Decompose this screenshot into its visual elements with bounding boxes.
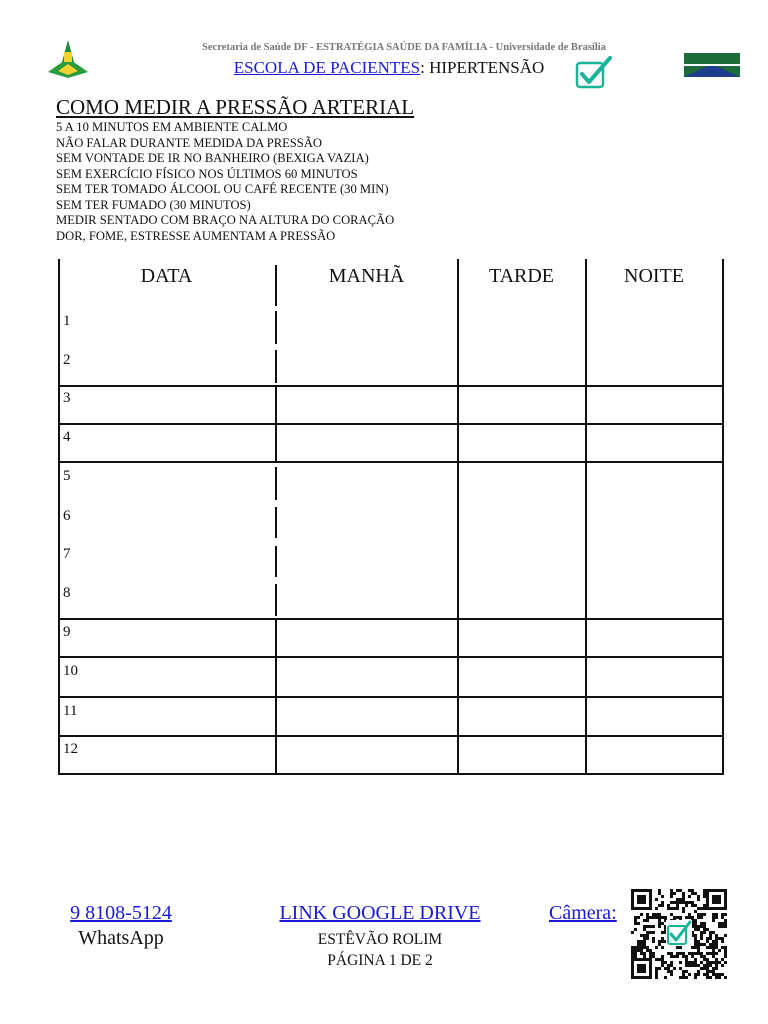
row-number: 7 xyxy=(63,546,71,562)
school-link[interactable]: ESCOLA DE PACIENTES xyxy=(233,58,421,77)
page-title: COMO MEDIR A PRESSÃO ARTERIAL xyxy=(56,95,415,119)
qr-code[interactable] xyxy=(630,888,728,980)
row-number: 6 xyxy=(63,508,71,524)
instruction-item: NÃO FALAR DURANTE MEDIDA DA PRESSÃO xyxy=(56,135,323,150)
row-number: 5 xyxy=(63,468,71,484)
page-indicator: PÁGINA 1 DE 2 xyxy=(327,952,433,969)
instruction-item: SEM VONTADE DE IR NO BANHEIRO (BEXIGA VAZIA) xyxy=(56,151,369,165)
instruction-item: MEDIR SENTADO COM BRAÇO NA ALTURA DO CORAÇÃO xyxy=(56,213,395,227)
header-school-line xyxy=(0,58,768,78)
pressure-log-table xyxy=(58,259,726,775)
header-subject: : HIPERTENSÃO xyxy=(420,58,545,77)
whatsapp-label: WhatsApp xyxy=(78,927,164,949)
header-institutions: Secretaria de Saúde DF - ESTRATÉGIA SAÚDE DA FAMÍLIA - Universidade de Brasília xyxy=(202,42,606,53)
row-number: 2 xyxy=(63,352,71,368)
column-header-morning: MANHÃ xyxy=(328,265,405,287)
camera-link[interactable]: Câmera: xyxy=(549,902,617,924)
column-header-date: DATA xyxy=(140,265,193,287)
unb-logo xyxy=(684,53,740,77)
instructions-list xyxy=(56,120,394,244)
column-header-afternoon: TARDE xyxy=(488,265,555,287)
footer-contact xyxy=(56,902,186,950)
instruction-item: SEM TER TOMADO ÁLCOOL OU CAFÉ RECENTE (30 MIN) xyxy=(56,182,389,196)
row-number: 12 xyxy=(63,741,78,757)
row-number: 8 xyxy=(63,585,71,601)
check-icon xyxy=(574,55,614,91)
phone-link[interactable]: 9 8108-5124 xyxy=(70,902,172,924)
row-number: 11 xyxy=(63,703,78,719)
instruction-item: SEM TER FUMADO (30 MINUTOS) xyxy=(56,197,251,212)
instruction-item: SEM EXERCÍCIO FÍSICO NOS ÚLTIMOS 60 MINUTOS xyxy=(56,166,358,181)
instruction-item: 5 A 10 MINUTOS EM AMBIENTE CALMO xyxy=(56,120,288,134)
instruction-item: DOR, FOME, ESTRESSE AUMENTAM A PRESSÃO xyxy=(56,228,336,243)
camera-link-wrap xyxy=(549,902,617,925)
author-name: ESTÊVÃO ROLIM xyxy=(317,931,443,948)
row-number: 10 xyxy=(63,663,78,679)
row-number: 4 xyxy=(63,429,71,445)
row-number: 3 xyxy=(63,390,71,406)
column-header-night: NOITE xyxy=(624,265,684,287)
google-drive-link[interactable]: LINK GOOGLE DRIVE xyxy=(279,902,481,924)
footer-center xyxy=(250,902,510,970)
row-number: 1 xyxy=(63,313,71,329)
row-number: 9 xyxy=(63,624,71,640)
